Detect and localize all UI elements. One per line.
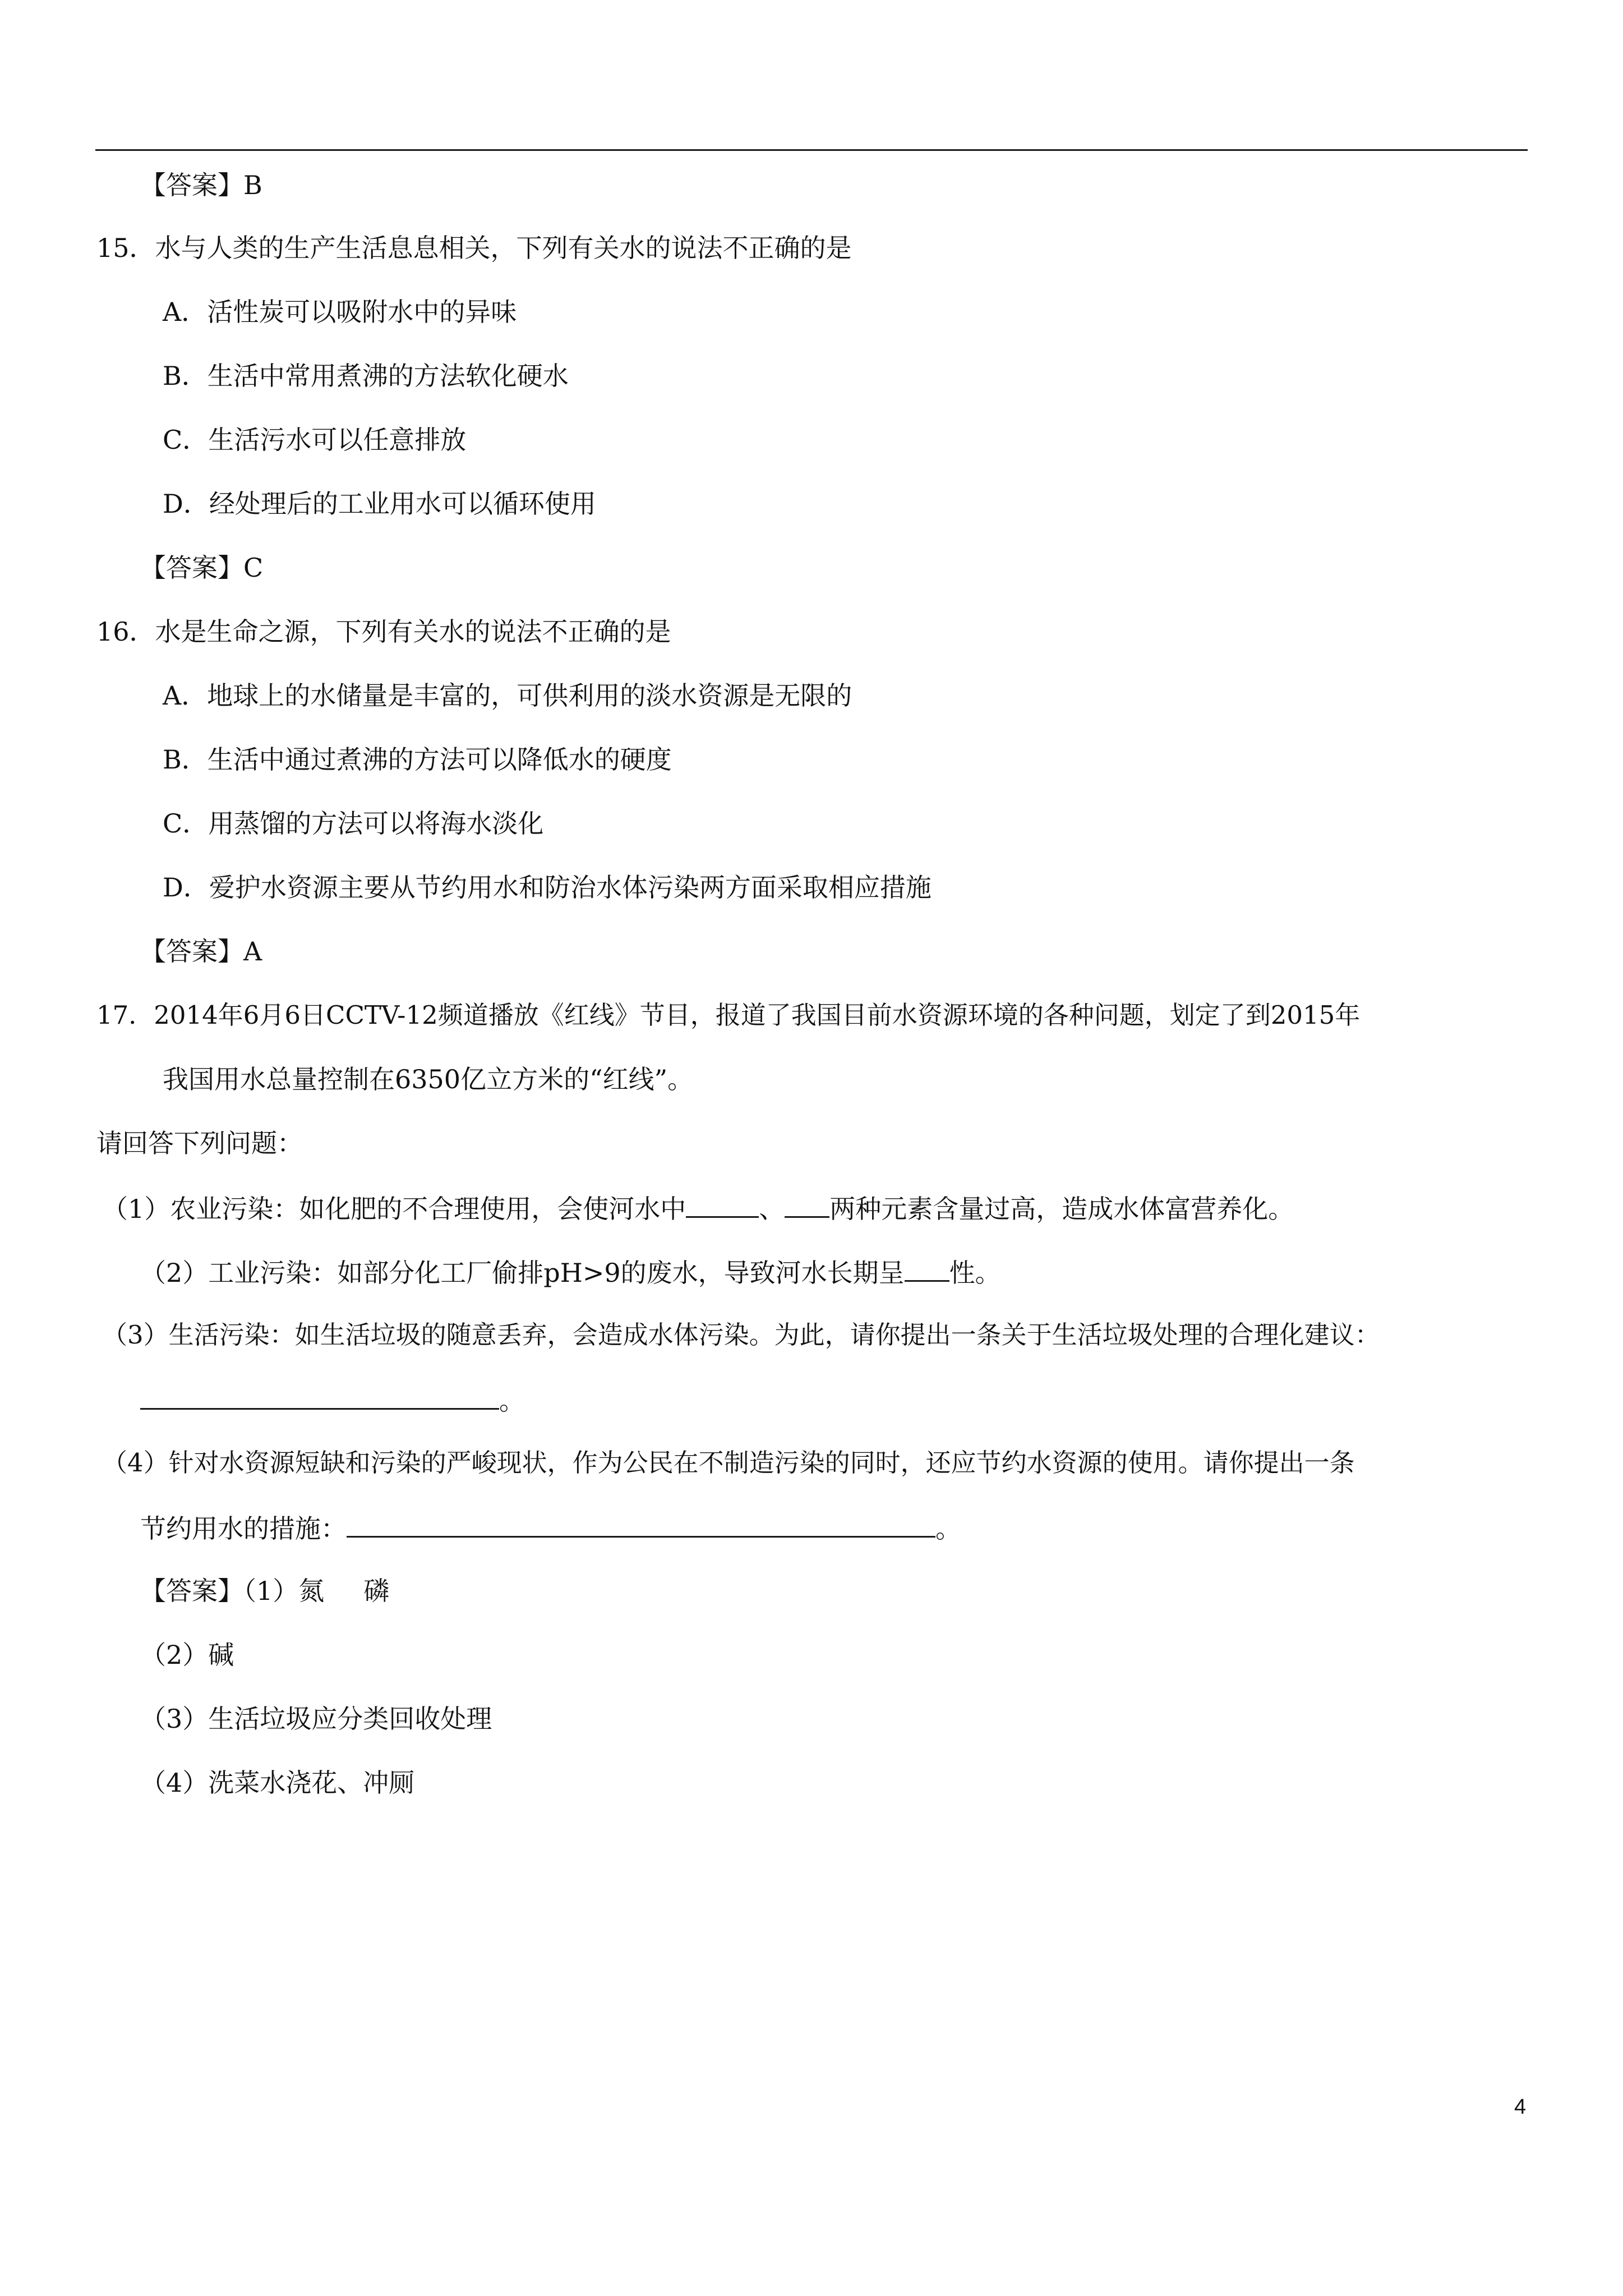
question-16-stem: 16．水是生命之源，下列有关水的说法不正确的是 [96,616,671,647]
header-rule [95,149,1528,151]
answer-q17-part-3: （3）生活垃圾应分类回收处理 [140,1704,492,1734]
q15-option-c: C．生活污水可以任意排放 [163,425,467,455]
q17-part-4-line2 [140,1510,961,1545]
q17-part-1-text-b: 两种元素含量过高，造成水体富营养化。 [829,1194,1294,1224]
answer-q17-part-2: （2）碱 [140,1640,234,1670]
q16-option-c: C．用蒸馏的方法可以将海水淡化 [163,808,544,839]
q15-option-a: A．活性炭可以吸附水中的异味 [163,297,517,327]
q17-part-1-separator: 、 [759,1194,785,1224]
answer-q17-prefix: 【答案】 [140,1576,243,1606]
q17-part-2-blank [905,1254,949,1282]
q17-part-1-blank-1 [686,1190,759,1218]
q17-part-3-answer-line [140,1382,525,1418]
question-15-stem: 15．水与人类的生产生活息息相关，下列有关水的说法不正确的是 [96,233,852,263]
q17-part-2-text-a: （2）工业污染：如部分化工厂偷排pH>9的废水，导致河水长期呈 [140,1258,905,1288]
q17-part-2-text-b: 性。 [949,1258,1001,1288]
q16-option-b: B．生活中通过煮沸的方法可以降低水的硬度 [163,744,672,775]
q17-part-1-blank-2 [785,1190,829,1218]
question-17-stem-line1: 17．2014年6月6日CCTV-12频道播放《红线》节目，报道了我国目前水资源环境的各种问题，划定了到2015年 [96,1000,1361,1030]
q16-option-d: D．爱护水资源主要从节约用水和防治水体污染两方面采取相应措施 [163,872,932,903]
q15-option-d: D．经处理后的工业用水可以循环使用 [163,489,596,519]
answer-q17 [140,1574,389,1608]
q17-part-3: （3）生活污染：如生活垃圾的随意丢弃，会造成水体污染。为此，请你提出一条关于生活垃圾处理的合理化建议： [102,1320,1380,1350]
q17-part-1 [102,1190,1294,1226]
q17-part-4-end: 。 [935,1513,961,1544]
q17-part-3-blank [140,1382,499,1410]
q17-part-4-blank [347,1510,935,1538]
q16-option-a: A．地球上的水储量是丰富的，可供利用的淡水资源是无限的 [163,680,852,711]
q17-part-3-end: 。 [499,1386,525,1416]
answer-q14: 【答案】B [140,170,262,200]
answer-q16: 【答案】A [140,936,262,967]
answer-q17-part-4: （4）洗菜水浇花、冲厕 [140,1768,415,1798]
question-17-stem-line2: 我国用水总量控制在6350亿立方米的“红线”。 [163,1064,694,1094]
q15-option-b: B．生活中常用煮沸的方法软化硬水 [163,361,569,391]
page-number: 4 [1514,2095,1527,2119]
q17-part-1-text-a: （1）农业污染：如化肥的不合理使用，会使河水中 [102,1194,686,1224]
q17-part-4-line1: （4）针对水资源短缺和污染的严峻现状，作为公民在不制造污染的同时，还应节约水资源的使用。请你提出一条 [102,1448,1355,1478]
q17-part-4-label: 节约用水的措施： [140,1513,347,1544]
answer-q17-part-1b: 磷 [363,1576,390,1606]
answer-q17-part-1: （1）氮 [243,1576,325,1606]
answer-q15: 【答案】C [140,553,264,583]
q17-part-2 [140,1254,1001,1290]
question-17-prompt: 请回答下列问题： [96,1128,303,1158]
